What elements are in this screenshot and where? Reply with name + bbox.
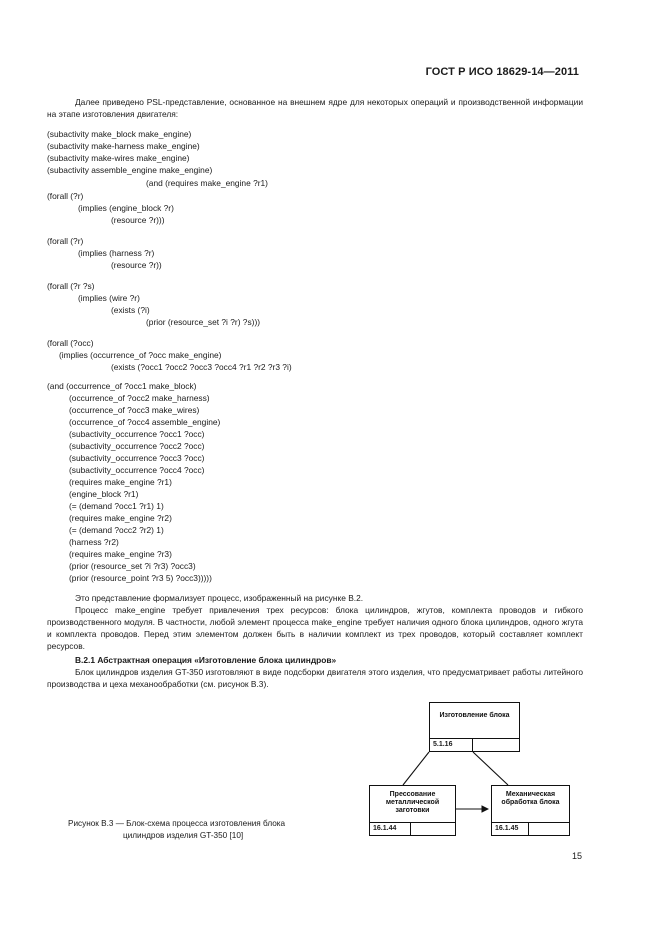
code-line: (= (demand ?occ2 ?r2) 1) — [69, 525, 164, 535]
code-line: (engine_block ?r1) — [69, 489, 139, 499]
connector-top-to-right — [473, 752, 508, 785]
code-line: (prior (resource_set ?i ?r3) ?occ3) — [69, 561, 196, 571]
activity-box-title: Прессование металлической заготовки — [385, 791, 440, 814]
process-paragraph: Процесс make_engine требует привлечения трех ресурсов: блока цилиндров, жгутов, комплекта проводов и гибкого производственного модуля. В частности, любой элемент процесса make_engine требует наличия одного блока цилиндров, одного жгута и комплекта проводов. Перед этим элементом должен быть в наличии комплект из трех проводов, который составляет комплект ресурсов. — [47, 605, 583, 652]
activity-box-make-block — [429, 702, 520, 752]
figure-caption-line-1: Рисунок В.3 — Блок-схема процесса изготовления блока — [68, 819, 286, 828]
code-line: (occurrence_of ?occ2 make_harness) — [69, 393, 210, 403]
code-line: (subactivity make_block make_engine) — [47, 129, 192, 139]
process-flow-diagram — [360, 700, 580, 840]
formalize-paragraph: Это представление формализует процесс, изображенный на рисунке В.2. — [75, 593, 364, 603]
code-line: (requires make_engine ?r2) — [69, 513, 172, 523]
code-line: (implies (harness ?r) — [78, 248, 155, 258]
activity-box-title: Механическая обработка блока — [501, 791, 560, 806]
code-line: (and (occurrence_of ?occ1 make_block) — [47, 381, 197, 391]
intro-paragraph: Далее приведено PSL-представление, основанное на внешнем ядре для некоторых операций и производственной информации на этапе изготовления двигателя: — [47, 97, 583, 120]
document-header: ГОСТ Р ИСО 18629-14—2011 — [425, 66, 579, 78]
code-line: (implies (engine_block ?r) — [78, 203, 174, 213]
code-line: (requires make_engine ?r3) — [69, 549, 172, 559]
page-number: 15 — [572, 851, 583, 861]
activity-box-footer — [370, 822, 455, 835]
code-line: (exists (?i) — [111, 305, 150, 315]
connector-top-to-left — [403, 752, 429, 785]
code-line: (prior (resource_point ?r3 5) ?occ3))))) — [69, 573, 212, 583]
code-line: (harness ?r2) — [69, 537, 119, 547]
activity-box-block-machining — [491, 785, 570, 836]
section-heading: В.2.1 Абстрактная операция «Изготовление блока цилиндров» — [75, 655, 337, 665]
code-line: (forall (?occ) — [47, 338, 94, 348]
code-line: (forall (?r ?s) — [47, 281, 95, 291]
activity-id: 5.1.16 — [430, 739, 473, 751]
code-line: (resource ?r)) — [111, 260, 162, 270]
code-line: (exists (?occ1 ?occ2 ?occ3 ?occ4 ?r1 ?r2 ?r3 ?i) — [111, 362, 292, 372]
activity-id: 16.1.44 — [370, 823, 411, 835]
activity-id: 16.1.45 — [492, 823, 529, 835]
activity-box-title: Изготовление блока — [439, 712, 510, 719]
code-line: (and (requires make_engine ?r1) — [146, 178, 268, 188]
code-line: (resource ?r))) — [111, 215, 165, 225]
code-line: (subactivity_occurrence ?occ4 ?occ) — [69, 465, 205, 475]
code-line: (subactivity make-wires make_engine) — [47, 153, 190, 163]
code-line: (occurrence_of ?occ3 make_wires) — [69, 405, 200, 415]
code-line: (forall (?r) — [47, 236, 84, 246]
code-line: (subactivity_occurrence ?occ3 ?occ) — [69, 453, 205, 463]
code-line: (subactivity_occurrence ?occ2 ?occ) — [69, 441, 205, 451]
code-line: (prior (resource_set ?i ?r) ?s))) — [146, 317, 261, 327]
activity-box-footer — [430, 738, 519, 751]
activity-box-metal-pressing — [369, 785, 456, 836]
code-line: (subactivity_occurrence ?occ1 ?occ) — [69, 429, 205, 439]
code-line: (implies (wire ?r) — [78, 293, 140, 303]
activity-box-footer — [492, 822, 569, 835]
code-line: (implies (occurrence_of ?occ make_engine) — [59, 350, 222, 360]
code-line: (occurrence_of ?occ4 assemble_engine) — [69, 417, 221, 427]
code-line: (requires make_engine ?r1) — [69, 477, 172, 487]
code-line: (forall (?r) — [47, 191, 84, 201]
code-line: (= (demand ?occ1 ?r1) 1) — [69, 501, 164, 511]
figure-caption-line-2: цилиндров изделия GT-350 [10] — [123, 831, 244, 840]
block-paragraph: Блок цилиндров изделия GT-350 изготовляют в виде подсборки двигателя этого изделия, что предусматривает работы литейного производства и цеха механообработки (см. рисунок В.3). — [47, 667, 583, 690]
code-line: (subactivity assemble_engine make_engine) — [47, 165, 213, 175]
code-line: (subactivity make-harness make_engine) — [47, 141, 200, 151]
